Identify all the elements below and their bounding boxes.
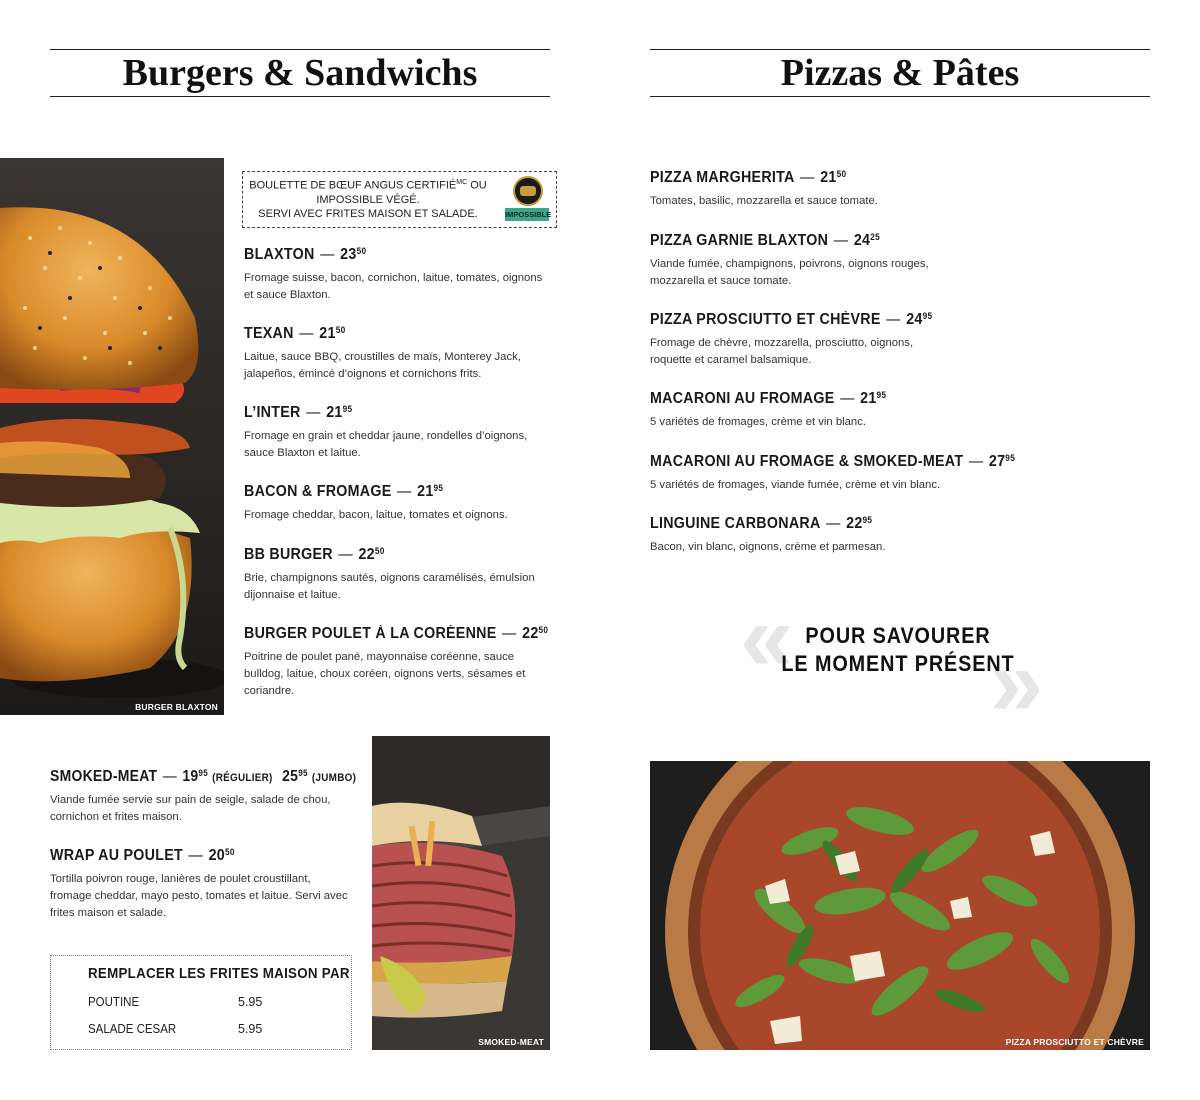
item-price: 22 [522, 625, 539, 642]
quote-open-icon: « [740, 584, 794, 691]
item-description: Fromage suisse, bacon, cornichon, laitue, tomates, oignons et sauce Blaxton. [244, 272, 543, 301]
item-price: 22 [846, 515, 863, 532]
item-header: BACON & FROMAGE — $21^{95}$ [244, 483, 444, 500]
item-header: MACARONI AU FROMAGE — $21^{95}$ [650, 390, 887, 407]
photo-caption: PIZZA PROSCIUTTO ET CHÈVRE [1005, 1037, 1144, 1047]
item-name: PIZZA MARGHERITA [650, 169, 795, 186]
item-header: BB BURGER — $22^{50}$ [244, 546, 385, 563]
item-cents: 50 [335, 325, 346, 335]
item-name: SMOKED-MEAT [50, 768, 158, 785]
item-header: PIZZA MARGHERITA — $21^{50}$ [650, 169, 847, 186]
item-description: Poitrine de poulet pané, mayonnaise coréenne, sauce bulldog, laitue, choux coréen, oignons verts, sésames et coriandre. [244, 651, 526, 697]
notice-trademark: MC [456, 179, 468, 186]
smoked-meat-photo [372, 736, 550, 1050]
item-description: 5 variétés de fromages, crème et vin blanc. [650, 416, 866, 428]
item-header: BURGER POULET À LA CORÉENNE — $22^{50}$ [244, 625, 549, 642]
substitute-label: POUTINE [88, 995, 140, 1009]
item-price-regular: 19 [182, 768, 199, 785]
menu-item [650, 169, 1010, 210]
item-name: MACARONI AU FROMAGE [650, 390, 835, 407]
section-title-pizzas: Pizzas & Pâtes [650, 49, 1150, 97]
item-name: BACON & FROMAGE [244, 483, 392, 500]
item-cents: 95 [922, 311, 933, 321]
fries-substitute-box [50, 955, 352, 1050]
item-header: PIZZA GARNIE BLAXTON — $24^{25}$ [650, 232, 881, 249]
item-header: WRAP AU POULET — $20^{50}$ [50, 847, 235, 864]
item-header: LINGUINE CARBONARA — $22^{95}$ [650, 515, 873, 532]
item-price: 21 [417, 483, 434, 500]
item-description: Tortilla poivron rouge, lanières de poulet croustillant, fromage cheddar, mayo pesto, tomates et laitue. Servi avec frites maison et salade. [50, 873, 348, 919]
item-cents: 95 [1005, 453, 1016, 463]
menu-item [244, 483, 544, 524]
item-name: BURGER POULET À LA CORÉENNE [244, 625, 497, 642]
item-cents: 95 [876, 390, 887, 400]
slogan-line1: POUR SAVOURER [805, 623, 991, 648]
beef-notice-box [242, 171, 557, 228]
item-description: Viande fumée servie sur pain de seigle, salade de chou, cornichon et frites maison. [50, 794, 331, 823]
item-price: 24 [906, 311, 923, 328]
item-name: PIZZA GARNIE BLAXTON [650, 232, 829, 249]
item-header: BLAXTON — $23^{50}$ [244, 246, 367, 263]
item-name: BLAXTON [244, 246, 315, 263]
item-cents: 50 [225, 847, 235, 857]
item-description: Brie, champignons sautés, oignons caramélisés, émulsion dijonnaise et laitue. [244, 572, 535, 601]
item-price: 27 [988, 453, 1006, 470]
item-cents: 95 [342, 404, 353, 414]
item-price: 24 [853, 232, 871, 249]
item-header: SMOKED-MEAT — $19^{95}$ (RÉGULIER) $25^{95}$ (JUMBO) [50, 768, 357, 785]
item-price-jumbo: 25 [282, 768, 299, 785]
substitute-price: 5.95 [238, 995, 263, 1009]
item-name: WRAP AU POULET [50, 847, 184, 864]
photo-caption: BURGER BLAXTON [135, 702, 218, 712]
size-regular-label: (RÉGULIER) [212, 772, 273, 784]
item-cents: 95 [198, 768, 208, 778]
menu-item [650, 311, 950, 369]
impossible-badge: IMPOSSIBLE [505, 210, 552, 219]
size-jumbo-label: (JUMBO) [311, 772, 357, 784]
item-price: 21 [860, 390, 877, 407]
pizza-illustration [650, 761, 1150, 1050]
photo-caption: SMOKED-MEAT [478, 1037, 544, 1047]
item-name: LINGUINE CARBONARA [650, 515, 821, 532]
item-cents: 95 [862, 515, 873, 525]
menu-item [244, 404, 544, 462]
item-header: MACARONI AU FROMAGE & SMOKED-MEAT — $27^{95}$ [650, 453, 1016, 470]
item-description: Fromage en grain et cheddar jaune, rondelles d’oignons, sauce Blaxton et laitue. [244, 430, 528, 459]
item-cents: 50 [374, 546, 385, 556]
slogan-line2: LE MOMENT PRÉSENT [781, 651, 1015, 676]
item-header: L’INTER — $21^{95}$ [244, 404, 353, 421]
item-description: Tomates, basilic, mozzarella et sauce tomate. [650, 195, 878, 207]
quote-close-icon: » [990, 629, 1044, 736]
menu-item [650, 390, 1010, 431]
burger-illustration [0, 158, 224, 715]
menu-item [650, 453, 1030, 494]
menu-item [650, 515, 1010, 556]
menu-item [244, 325, 544, 383]
pizza-photo [650, 761, 1150, 1050]
substitute-price: 5.95 [238, 1022, 263, 1036]
item-cents: 95 [433, 483, 444, 493]
substitute-label: SALADE CESAR [88, 1022, 177, 1036]
notice-line1: BOULETTE DE BŒUF ANGUS CERTIFIÉ [249, 179, 457, 192]
menu-item-smoked-meat [50, 768, 360, 826]
menu-item-wrap [50, 847, 355, 922]
menu-item [650, 232, 970, 290]
angus-certified-icon [513, 176, 543, 206]
item-description: Viande fumée, champignons, poivrons, oignons rouges, mozzarella et sauce tomate. [650, 258, 929, 287]
substitute-title: REMPLACER LES FRITES MAISON PAR [88, 966, 350, 982]
notice-line3: SERVI AVEC FRITES MAISON ET SALADE. [258, 208, 478, 220]
item-name: PIZZA PROSCIUTTO ET CHÈVRE [650, 311, 881, 328]
item-price: 22 [358, 546, 375, 563]
item-description: Bacon, vin blanc, oignons, crème et parmesan. [650, 541, 886, 553]
notice-text [243, 176, 493, 207]
menu-item [244, 625, 549, 700]
item-price: 21 [326, 404, 343, 421]
menu-item [244, 246, 544, 304]
item-header: PIZZA PROSCIUTTO ET CHÈVRE — $24^{95}$ [650, 311, 933, 328]
item-cents: 25 [870, 232, 881, 242]
item-cents: 50 [836, 169, 847, 179]
item-description: Fromage de chèvre, mozzarella, prosciutto, oignons, roquette et caramel balsamique. [650, 337, 914, 366]
item-description: Fromage cheddar, bacon, laitue, tomates et oignons. [244, 509, 508, 521]
section-title-burgers: Burgers & Sandwichs [50, 49, 550, 97]
menu-item [244, 546, 544, 604]
sandwich-illustration [372, 736, 550, 1050]
notice-line2: IMPOSSIBLE VÉGÉ. [316, 193, 420, 206]
item-name: MACARONI AU FROMAGE & SMOKED-MEAT [650, 453, 964, 470]
item-cents: 95 [298, 768, 308, 778]
item-description: 5 variétés de fromages, viande fumée, crème et vin blanc. [650, 479, 941, 491]
item-price: 23 [340, 246, 357, 263]
item-name: L’INTER [244, 404, 301, 421]
item-cents: 50 [356, 246, 367, 256]
item-header: TEXAN — $21^{50}$ [244, 325, 346, 342]
item-cents: 50 [538, 625, 549, 635]
item-name: TEXAN [244, 325, 294, 342]
item-price: 21 [319, 325, 336, 342]
burger-photo [0, 158, 224, 715]
item-price: 20 [208, 847, 226, 864]
notice-line1-end: OU [467, 179, 487, 192]
item-description: Laitue, sauce BBQ, croustilles de maïs, Monterey Jack, jalapeños, émincé d’oignons et cornichons frits. [244, 351, 521, 380]
slogan [763, 622, 1033, 678]
item-name: BB BURGER [244, 546, 333, 563]
item-price: 21 [820, 169, 837, 186]
